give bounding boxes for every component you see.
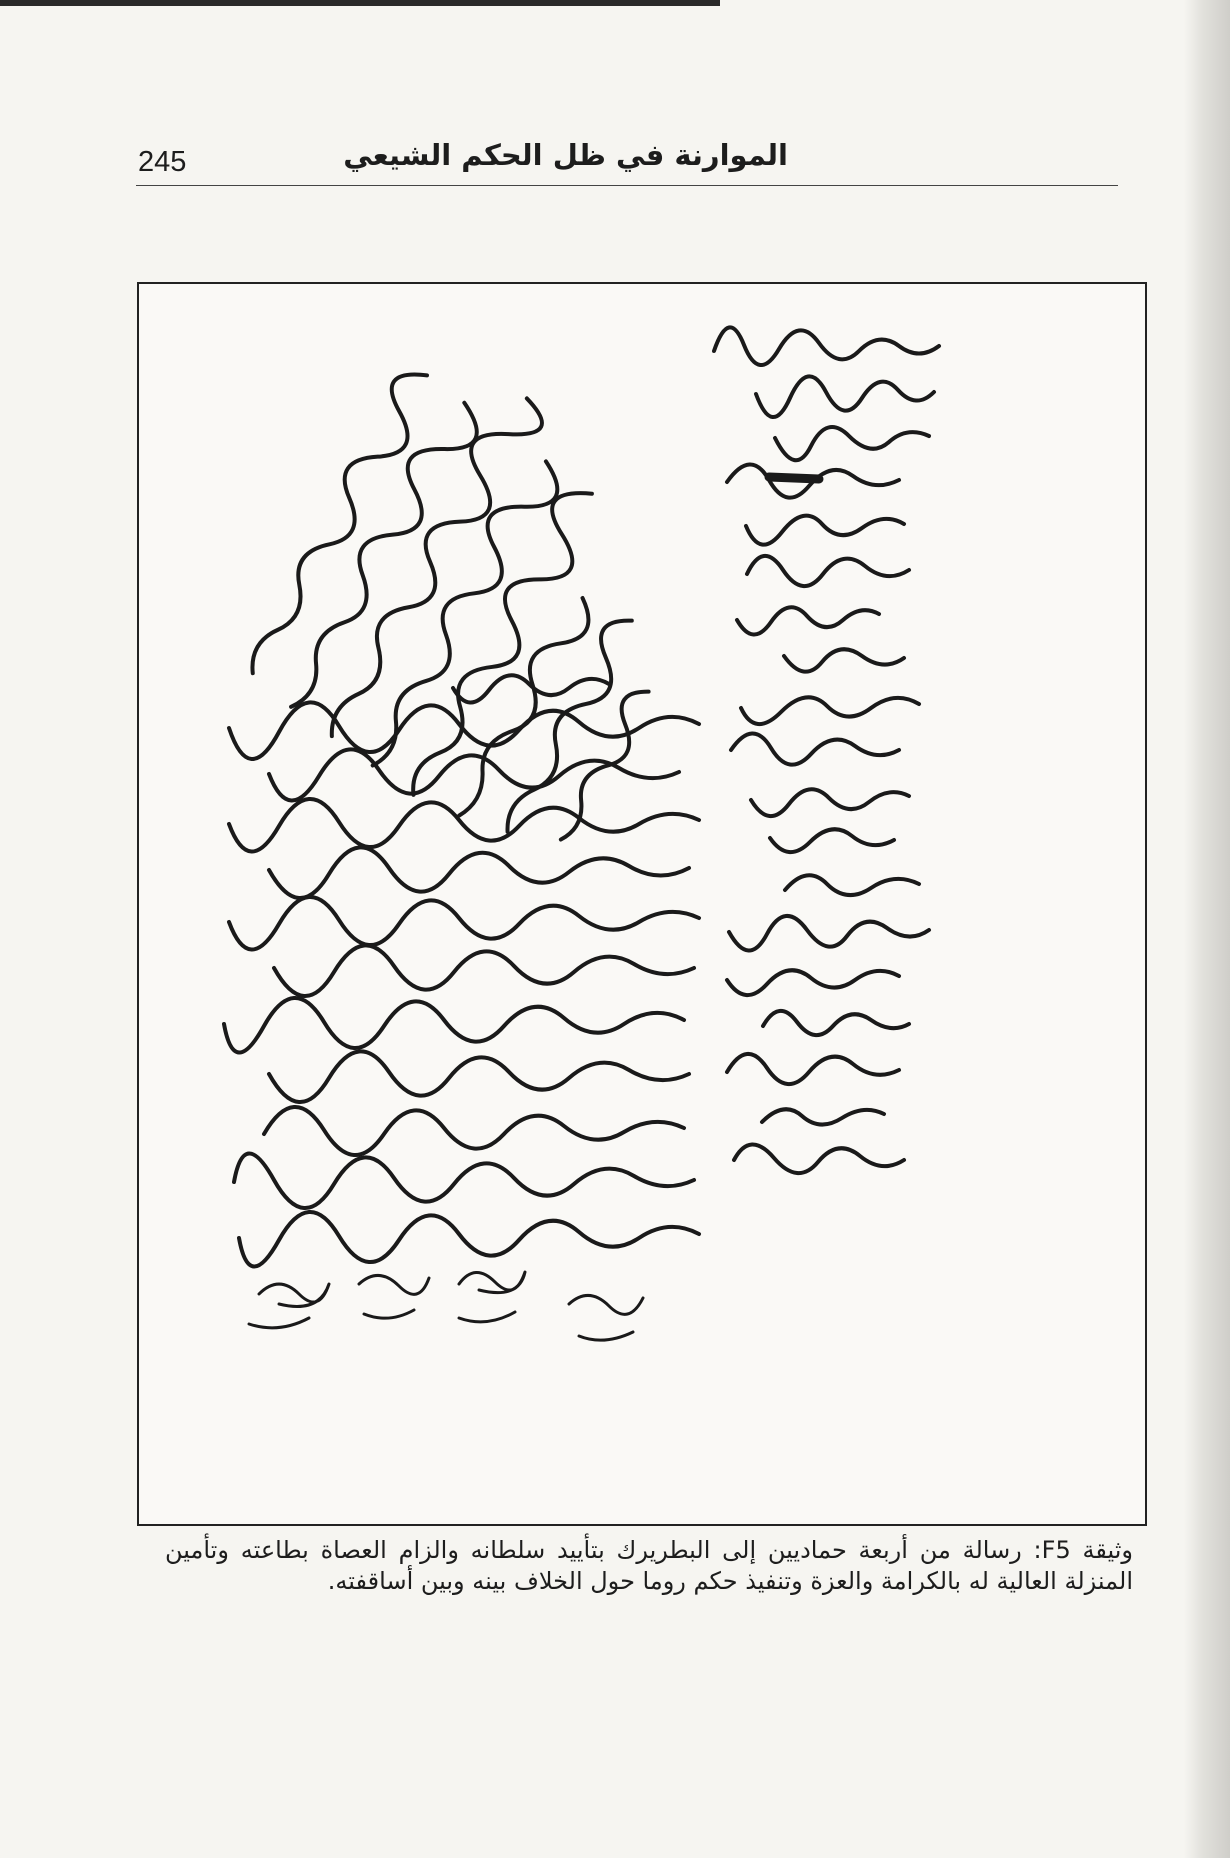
caption-text: رسالة من أربعة حماديين إلى البطريرك بتأييد سلطانه والزام العصاة بطاعته وتأمين المنزلة العالية له بالكرامة والعزة وتنفيذ حكم روما حول الخلاف بينه وبين أساقفته.	[165, 1536, 1133, 1595]
main-letter-body	[224, 675, 699, 1266]
right-column-script	[714, 327, 939, 1173]
scan-edge	[0, 0, 720, 6]
header-rule	[136, 185, 1118, 186]
book-gutter-shadow	[1184, 0, 1230, 1858]
running-title: الموارنة في ظل الحكم الشيعي	[343, 138, 788, 172]
page-number: 245	[138, 146, 187, 178]
manuscript-figure	[137, 282, 1147, 1526]
caption-label: وثيقة F5:	[1033, 1536, 1133, 1564]
handwritten-manuscript-image	[139, 284, 1145, 1524]
signatures	[249, 1272, 643, 1340]
figure-caption	[165, 1535, 1133, 1597]
